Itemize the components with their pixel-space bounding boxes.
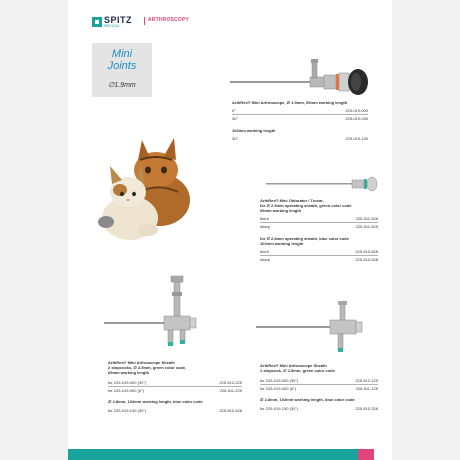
product1-name: ArthRex® Mini Arthroscope, ∅ 1.9mm, 69mm working length: [232, 100, 348, 105]
kittens-photo: [90, 130, 206, 246]
product2-row1-label: blunt: [260, 216, 269, 221]
product2-row3-label: blunt: [260, 249, 269, 254]
section-label: ARTHROSCOPY: [148, 17, 190, 23]
product3-row3-code: 225-510-428: [219, 408, 242, 413]
product1-row1-code: 225-019-000: [345, 108, 368, 113]
product2-desc4: 102mm working length: [260, 241, 304, 246]
title-box: [92, 43, 152, 97]
product4-desc1: 1 stopcock, ∅ 2.5mm, green color code: [260, 368, 335, 373]
brand-subtitle: MEDICAL: [104, 24, 120, 28]
sheath-two-stopcocks-image: [102, 272, 202, 356]
arthroscope-image: [228, 58, 388, 98]
divider: [260, 384, 378, 385]
catalog-page: [68, 0, 392, 460]
product2-desc3: for ∅ 2.8mm operating sheath, blue color code: [260, 236, 349, 241]
product3-row1-label: for 225-019-000 (30°): [108, 380, 147, 385]
product2-row4-code: 225-510-628: [355, 257, 378, 262]
product2-row4-label: sharp: [260, 257, 271, 262]
divider: [108, 386, 242, 387]
title-diameter: ∅1.9mm: [108, 82, 136, 89]
product2-name: ArthRex® Mini Obturator / Trocar,: [260, 198, 324, 203]
product2-row1-code: 225-511-525: [355, 216, 378, 221]
product3-name: ArthRex® Mini Arthroscope Sheath: [108, 360, 175, 365]
product2-desc1: for ∅ 2.5mm operating sheath, green color code: [260, 203, 352, 208]
product3-desc2: 69mm working length: [108, 370, 150, 375]
product1-row3-label: 30°: [232, 136, 239, 141]
product2-row3-code: 225-510-528: [355, 249, 378, 254]
brand-name: SPITZ: [104, 15, 133, 25]
product1-row3-code: 225-019-130: [345, 136, 368, 141]
product1-row1-label: 0°: [232, 108, 236, 113]
title-line1: Mini: [111, 48, 133, 60]
divider: [232, 114, 368, 115]
sheath-one-stopcock-image: [254, 300, 380, 366]
header-divider: [144, 17, 145, 25]
divider: [260, 255, 378, 256]
product4-name: ArthRex® Mini Arthroscope Sheath: [260, 363, 327, 368]
product3-row3-label: for 225-019-130 (30°): [108, 408, 147, 413]
product4-row1-code: 225-512-125: [355, 378, 378, 383]
product3-desc1: 2 stopcocks, ∅ 2.5mm, green color code,: [108, 365, 187, 370]
product1-subheading: 102mm working length: [232, 128, 276, 133]
product4-desc3: ∅ 2.8mm, 102mm working length, blue color code: [260, 397, 355, 402]
product3-row2-code: 225-511-225: [219, 388, 242, 393]
product4-row2-code: 225-511-125: [355, 386, 378, 391]
product3-row2-label: for 225-019-000 (0°): [108, 388, 145, 393]
product4-row3-code: 225-510-328: [355, 406, 378, 411]
obturator-image: [264, 175, 384, 193]
footer-page-tab: [358, 449, 374, 460]
product3-desc3: ∅ 2.8mm, 102mm working length, blue color code: [108, 399, 203, 404]
product3-row1-code: 225-512-225: [219, 380, 242, 385]
brand-logo-mark: [92, 17, 102, 27]
product2-desc2: 69mm working length: [260, 208, 302, 213]
product4-row1-label: for 225-019-000 (30°): [260, 378, 299, 383]
title-line2: Joints: [107, 60, 137, 72]
product4-row2-label: for 225-019-000 (0°): [260, 386, 297, 391]
product2-row2-code: 225-511-625: [355, 224, 378, 229]
product4-row3-label: for 225-019-130 (30°): [260, 406, 299, 411]
divider: [260, 222, 378, 223]
product1-row2-code: 225-019-030: [345, 116, 368, 121]
product1-row2-label: 30°: [232, 116, 239, 121]
footer-bar: [68, 449, 358, 460]
product2-row2-label: sharp: [260, 224, 271, 229]
